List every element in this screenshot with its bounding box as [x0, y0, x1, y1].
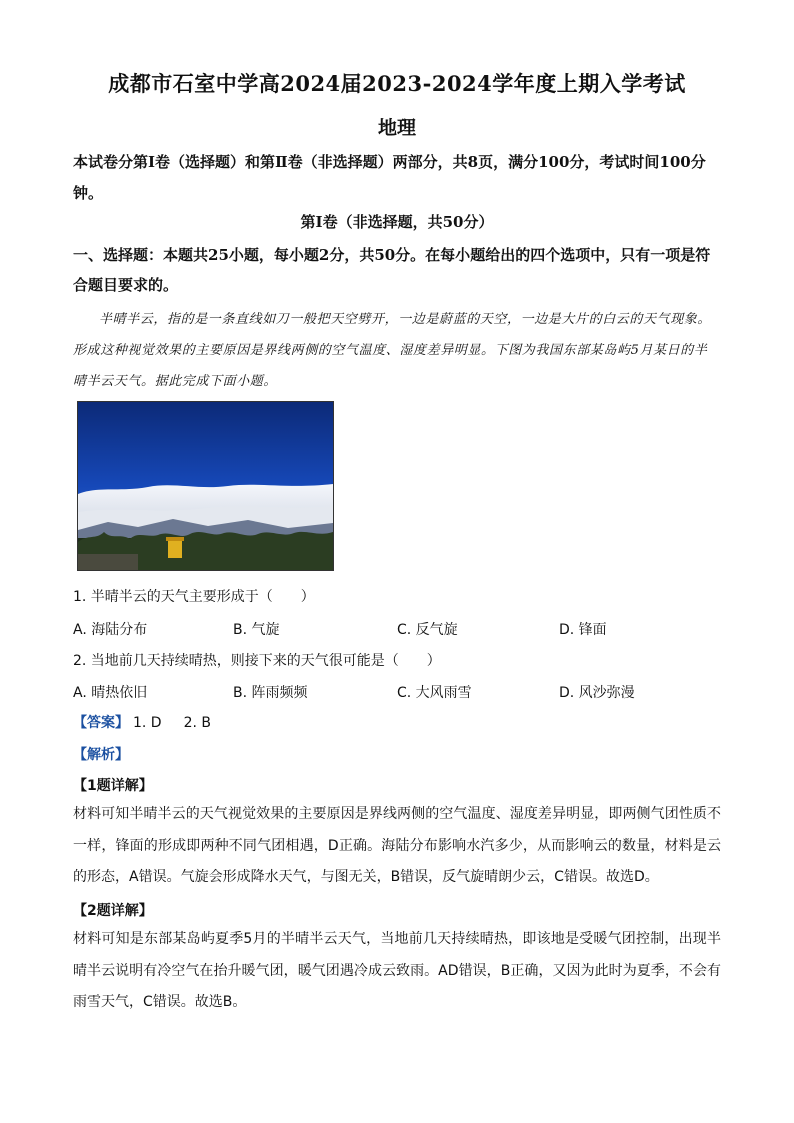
detail-1-text: 材料可知半晴半云的天气视觉效果的主要原因是界线两侧的空气温度、湿度差异明显，即两侧气团性质不一样，锋面的形成即两种不同气团相遇，D正确。海陆分布影响水汽多少，从而影响云的数量，材料是云的形态，A错误。气旋会形成降水天气，与图无关，B错误，反气旋晴朗少云，C错误。故选D。: [73, 806, 721, 885]
analysis-label: 【解析】: [73, 747, 129, 763]
answer-label: 【答案】: [73, 715, 129, 731]
detail-1-label: 【1题详解】: [73, 778, 153, 794]
exam-intro: 本试卷分第Ⅰ卷（选择题）和第Ⅱ卷（非选择题）两部分，共8页，满分100分，考试时间100分钟。: [73, 153, 706, 202]
detail-2-label: 【2题详解】: [73, 903, 153, 919]
option-b[interactable]: B. 阵雨频频: [233, 685, 308, 701]
option-c[interactable]: C. 反气旋: [397, 622, 458, 638]
sky-photo: [77, 401, 334, 571]
option-b[interactable]: B. 气旋: [233, 622, 280, 638]
option-d[interactable]: D. 风沙弥漫: [559, 685, 635, 701]
question-1-stem: 1. 半晴半云的天气主要形成于（ ）: [73, 589, 315, 605]
section-heading: 第Ⅰ卷（非选择题，共50分）: [300, 213, 494, 231]
subject-title: 地理: [377, 117, 416, 139]
exam-title: 成都市石室中学高2024届2023-2024学年度上期入学考试: [108, 71, 686, 96]
detail-2-text: 材料可知是东部某岛屿夏季5月的半晴半云天气，当地前几天持续晴热，即该地是受暖气团控制，出现半晴半云说明有冷空气在抬升暖气团，暖气团遇冷成云致雨。AD错误，B正确，又因为此时为夏季，不会有雨雪天气，C错误。故选B。: [73, 931, 721, 1010]
option-d[interactable]: D. 锋面: [559, 622, 607, 638]
part-instructions: 一、选择题：本题共25小题，每小题2分，共50分。在每小题给出的四个选项中，只有一项是符合题目要求的。: [73, 246, 711, 294]
answer-q2: 2. B: [183, 715, 212, 731]
option-c[interactable]: C. 大风雨雪: [397, 685, 472, 701]
reading-passage: 半晴半云，指的是一条直线如刀一般把天空劈开，一边是蔚蓝的天空，一边是大片的白云的天气现象。形成这种视觉效果的主要原因是界线两侧的空气温度、湿度差异明显。下图为我国东部某岛屿5月某日的半晴半云天气。据此完成下面小题。: [73, 312, 712, 389]
option-a[interactable]: A. 晴热依旧: [73, 685, 148, 701]
option-a[interactable]: A. 海陆分布: [73, 622, 148, 638]
answer-line: [73, 712, 211, 732]
question-2-stem: 2. 当地前几天持续晴热，则接下来的天气很可能是（ ）: [73, 653, 441, 669]
answer-q1: 1. D: [133, 715, 162, 731]
